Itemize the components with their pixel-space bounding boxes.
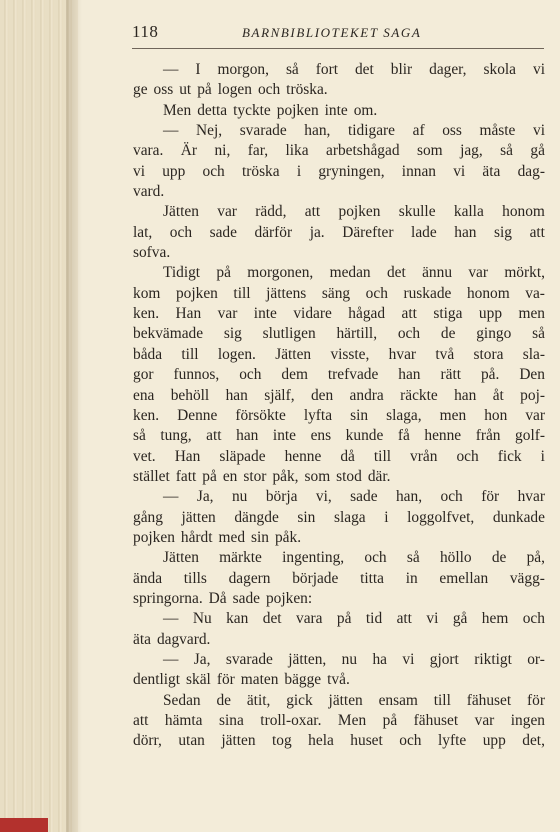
text-line: Jätten märkte ingenting, och så höllo de på, bbox=[163, 549, 545, 567]
running-head bbox=[132, 20, 542, 46]
text-line: bekvämade sig slutligen härtill, och de gingo så bbox=[133, 325, 545, 343]
text-line: kom pojken till jättens säng och ruskade honom va- bbox=[133, 284, 545, 302]
text-line: springorna. Då sade pojken: bbox=[133, 589, 313, 607]
text-line: ena behöll han själf, den andra räckte han åt poj- bbox=[133, 386, 545, 404]
gutter-shadow bbox=[66, 0, 82, 832]
text-line: sofva. bbox=[133, 244, 171, 262]
text-line: ända tills dagern började titta in emellan vägg- bbox=[133, 569, 545, 587]
book-cover-edge bbox=[0, 818, 48, 832]
text-line: pojken hårdt med sin påk. bbox=[133, 528, 302, 546]
text-line: dentligt skäl för maten bägge två. bbox=[133, 671, 350, 689]
text-line: vard. bbox=[133, 183, 165, 201]
text-line: — Nej, svarade han, tidigare af oss måste vi bbox=[163, 122, 545, 140]
text-line: Jätten var rädd, att pojken skulle kalla honom bbox=[163, 203, 545, 221]
text-line: så tung, att han inte ens kunde få henne från golf- bbox=[133, 427, 545, 445]
text-line: gor funnos, och dem trefvade han rätt på. Den bbox=[133, 366, 545, 384]
text-line: Tidigt på morgonen, medan det ännu var mörkt, bbox=[163, 264, 545, 282]
text-line: ge oss ut på logen och tröska. bbox=[133, 81, 328, 99]
text-line: ken. Denne försökte lyfta sin slaga, men hon var bbox=[133, 406, 545, 424]
text-line: ken. Han var inte vidare hågad att stiga upp men bbox=[133, 305, 545, 323]
text-line: gång jätten dängde sin slaga i loggolfvet, dunkade bbox=[133, 508, 545, 526]
text-line: — Nu kan det vara på tid att vi gå hem och bbox=[163, 610, 545, 628]
text-line: äta dagvard. bbox=[133, 630, 211, 648]
header-rule bbox=[132, 48, 544, 49]
text-line: — I morgon, så fort det blir dager, skola vi bbox=[163, 61, 545, 78]
text-line: stället fatt på en stor påk, som stod där. bbox=[133, 467, 391, 485]
text-line: vet. Han släpade henne då till vrån och fick i bbox=[133, 447, 545, 465]
book-page-edges bbox=[0, 0, 72, 832]
page-number: 118 bbox=[132, 22, 159, 41]
text-line: dörr, utan jätten tog hela huset och lyfte upp det, bbox=[133, 732, 545, 750]
text-line: att hämta sina troll-oxar. Men på fähuset var ingen bbox=[133, 712, 545, 729]
text-line: vara. Är ni, far, lika arbetshågad som jag, så gå bbox=[133, 142, 545, 160]
text-line: lat, och sade därför ja. Därefter lade han sig att bbox=[133, 223, 545, 241]
text-line: Men detta tyckte pojken inte om. bbox=[163, 101, 378, 119]
body-text bbox=[133, 60, 545, 752]
text-line: — Ja, svarade jätten, nu ha vi gjort riktigt or- bbox=[163, 650, 545, 668]
running-title: BARNBIBLIOTEKET SAGA bbox=[242, 25, 422, 40]
text-line: båda till logen. Jätten visste, hvar två stora sla- bbox=[133, 345, 545, 363]
text-line: Sedan de ätit, gick jätten ensam till fähuset för bbox=[163, 691, 545, 709]
text-line: vi upp och tröska i gryningen, innan vi äta dag- bbox=[133, 162, 545, 180]
text-line: — Ja, nu börja vi, sade han, och för hvar bbox=[163, 488, 545, 506]
